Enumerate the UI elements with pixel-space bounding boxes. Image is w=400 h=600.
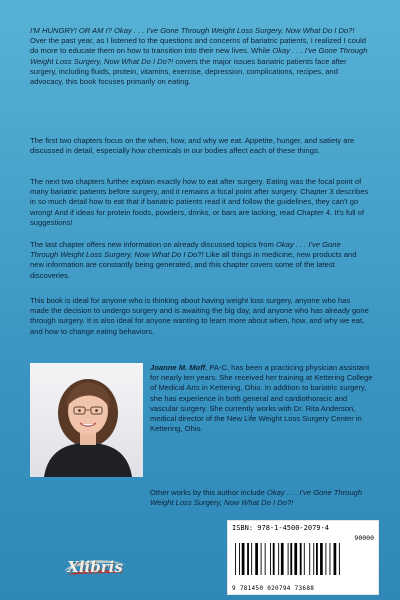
barcode-bar	[235, 543, 236, 575]
isbn-barcode	[227, 520, 379, 595]
blurb-paragraph-5: This book is ideal for anyone who is thinking about having weight loss surgery, anyone who has made the decision to undergo surgery and is awaiting the big day, and anyone who has already gone through surgery. It is also ideal for anyone wanting to learn more about when, how, and why we eat, and how to change eating behaviors.	[30, 296, 369, 336]
barcode-bar	[316, 543, 318, 575]
blurb-paragraph-1	[30, 26, 370, 87]
text-run: Okay . . . I've Gone Through Weight Loss Surgery, Now What Do I Do?!	[30, 46, 368, 66]
isbn-text: ISBN: 978-1-4500-2079-4	[232, 524, 329, 532]
barcode-bar	[313, 543, 314, 575]
barcode-bar	[309, 543, 310, 575]
barcode-bar	[330, 543, 331, 575]
barcode-bar	[270, 543, 271, 575]
author-portrait-image	[30, 363, 143, 477]
barcode-bar	[288, 543, 289, 575]
barcode-bar	[265, 543, 266, 575]
other-works	[150, 488, 374, 508]
other-works-prefix: Other works by this author include	[150, 488, 267, 497]
barcode-bar	[334, 543, 337, 575]
publisher-logo	[60, 555, 130, 579]
barcode-bar	[290, 543, 292, 575]
other-works-title: Okay . . . I've Gone Through Weight Loss Surgery, Now What Do I Do?!	[150, 488, 363, 508]
text-run: Over the past year, as I listened to the questions and concerns of bariatric patients, I realized I could do more to educate them on how to transition into their new lives. While	[30, 36, 367, 56]
barcode-bar	[294, 543, 297, 575]
barcode-bar	[339, 543, 340, 575]
blurb-paragraph-2: The first two chapters focus on the when, how, and why we eat. Appetite, hunger, and satiety are discussed in detail, especially how chemicals in our bodies affect each of these things.	[30, 136, 355, 156]
author-bio	[150, 363, 374, 434]
barcode-bar	[247, 543, 249, 575]
text-run: I'M HUNGRY! OR AM I?	[30, 26, 115, 35]
blurb-paragraph-3: The next two chapters further explain exactly how to eat after surgery. Eating was the focal point of many bariatric patients before surgery, and it remains a focal point after surgery. Chapter 3 describes in so much detail how to eat that if bariatric patients read it and follow the guidelines, they can't go wrong! And if ideas for protein foods, powders, drinks, or bars are lacking, read Chapter 4. It's full of suggestions!	[30, 177, 369, 227]
barcode-bar	[281, 543, 284, 575]
barcode-bar	[251, 543, 252, 575]
author-bio-text: , PA-C, has been a practicing physician assistant for nearly ten years. She received her training at Kettering College of Medical Arts in Kettering, Ohio. In addition to bariatric surgery, she has experience in both general and cardiothoracic and vascular surgery. She currently works with Dr. Rita Anderson, medical director of the New Life Weight Loss Surgery Center in Kettering, Ohio.	[150, 363, 373, 434]
barcode-bar	[261, 543, 262, 575]
barcode-bar	[242, 543, 245, 575]
price-code: 90000	[354, 534, 374, 542]
barcode-bar	[255, 543, 258, 575]
text-run: Okay . . . I've Gone Through Weight Loss Surgery, Now What Do I Do?!	[30, 240, 341, 260]
author-photo	[30, 363, 143, 477]
barcode-bar	[325, 543, 326, 575]
barcode-bar	[304, 543, 305, 575]
barcode-bars-icon	[233, 543, 373, 581]
barcode-bar	[300, 543, 302, 575]
barcode-digits: 9 781450 020794 73688	[232, 585, 315, 592]
author-name: Joanne M. Moff	[150, 363, 206, 372]
text-run: Okay . . . I've Gone Through Weight Loss Surgery, Now What Do I Do?!	[114, 26, 355, 35]
barcode-bar	[273, 543, 275, 575]
blurb-paragraph-4	[30, 240, 370, 281]
publisher-logo-text: Xlibris	[67, 558, 123, 576]
text-run: Like all things in medicine, new products and new information are constantly being generated, and this chapter covers some of the latest discoveries.	[30, 250, 357, 280]
barcode-bar	[320, 543, 323, 575]
text-run: covers the major issues bariatric patients face after surgery, including fluids, protein, vitamins, exercise, depression, complications, recipes, and advocacy, this book focuses primarily on eating.	[30, 56, 347, 87]
barcode-bar	[278, 543, 279, 575]
barcode-bar	[239, 543, 240, 575]
text-run: The last chapter offers new information on already discussed topics from	[30, 240, 276, 249]
